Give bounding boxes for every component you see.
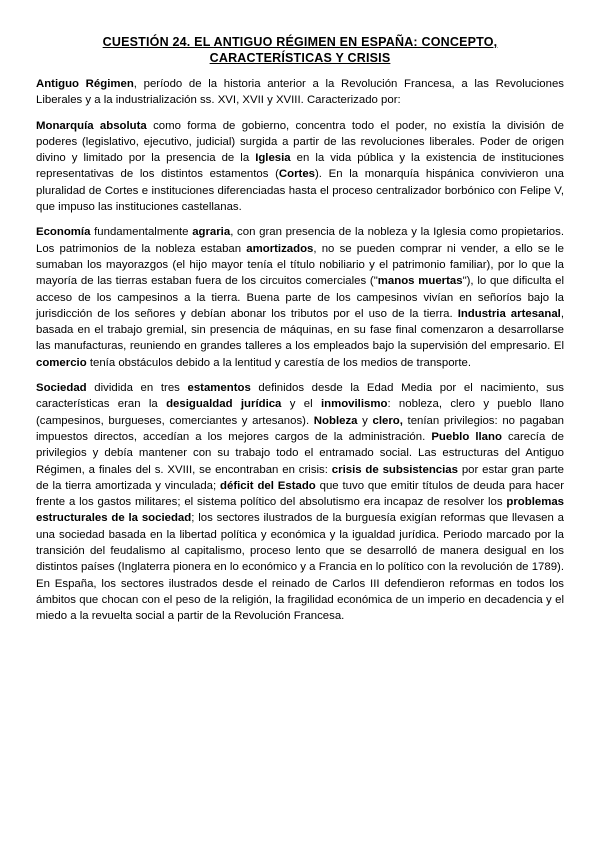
term-pueblo-llano: Pueblo llano [431, 430, 502, 443]
term-estamentos: estamentos [187, 382, 251, 395]
text: ). En la monarquía hispánica convivieron una pluralidad de Cortes e instituciones diferenciadas hasta el proceso centralizador borbónico con Felipe V, que impuso las instituciones castellanas. [36, 168, 564, 214]
text: definidos desde la Edad Media por el nacimiento, sus características eran la [36, 382, 564, 411]
term-crisis-subsistencias: crisis de subsistencias [331, 463, 458, 476]
page-title [36, 34, 564, 66]
term-industria-artesanal: Industria artesanal [457, 307, 561, 320]
text: tenían privilegios: no pagaban impuestos directos, accedían a los mejores cargos de la administración. [36, 414, 564, 443]
term-amortizados: amortizados [246, 242, 314, 255]
paragraph-monarquia [36, 118, 564, 216]
term-cortes: Cortes [278, 168, 316, 181]
text: tenía obstáculos debido a la lentitud y carestía de los medios de transporte. [86, 356, 472, 369]
text: fundamentalmente [90, 226, 193, 239]
text: en la vida pública y la existencia de instituciones representativas de los distintos estamentos ( [36, 152, 564, 181]
term-economia: Economía [36, 226, 91, 239]
paragraph-antiguo-regimen [36, 76, 564, 109]
term-deficit-estado: déficit del Estado [220, 479, 316, 492]
text: ; los sectores ilustrados de la burguesía exigían reformas que llevasen a una sociedad basada en la libertad política y económica y la igualdad jurídica. Periodo marcado por la transición del feudalismo al capitalismo, proceso lento que se desarrolló de manera desigual en los distintos países (Inglaterra pionera en lo económico y a Francia en lo político con la revolución de 1789). En España, los sectores ilustrados desde el reinado de Carlos III defendieron reformas en todos los ámbitos que chocan con el peso de la religión, la fragilidad económica de un imperio en decadencia y el miedo a la revuelta social a partir de la Revolución Francesa. [36, 512, 564, 623]
text: "), lo que dificulta el acceso de los campesinos a la tierra. Buena parte de los campesinos vivían en señoríos bajo la jurisdicción de los señores y debían abonar los tributos por el uso de la tierra. [36, 275, 564, 320]
text: , no se pueden comprar ni vender, a ello se le sumaban los mayorazgos (el hijo mayor tenía el título nobiliario y el patrimonio familiar), por lo que la mayoría de las tierras estaban fuera de los circuitos comerciales (" [36, 242, 564, 288]
text: y el [281, 398, 321, 411]
title-line-1: CUESTIÓN 24. EL ANTIGUO RÉGIMEN EN ESPAÑA: CONCEPTO, [102, 35, 498, 49]
text: , período de la historia anterior a la Revolución Francesa, a las Revoluciones Liberales y a la industrialización ss. XVI, XVII y XVIII. Caracterizado por: [36, 78, 564, 107]
term-iglesia: Iglesia [255, 152, 291, 165]
term-antiguo-regimen: Antiguo Régimen [36, 78, 134, 90]
term-agraria: agraria [192, 226, 231, 239]
title-line-2: CARACTERÍSTICAS Y CRISIS [209, 51, 391, 65]
text: y [357, 414, 373, 427]
term-sociedad: Sociedad [36, 382, 87, 395]
text: que tuvo que emitir títulos de deuda para hacer frente a los gastos militares; el sistema político del absolutismo era incapaz de resolver los [36, 479, 565, 509]
text: , basada en el trabajo gremial, sin presencia de máquinas, en su fase final comenzaron a desarrollarse las manufacturas, reuniendo en grandes talleres a los empleados bajo la supervisión del empresario. El [36, 307, 565, 353]
term-manos-muertas: manos muertas [377, 275, 463, 288]
text: por estar gran parte de la tierra amortizada y vinculada; [36, 463, 564, 492]
term-problemas-estructurales: problemas estructurales de la sociedad [36, 496, 564, 525]
term-clero: clero, [372, 414, 403, 427]
term-monarquia-absoluta: Monarquía absoluta [36, 119, 147, 132]
term-comercio: comercio [36, 356, 87, 369]
term-inmovilismo: inmovilismo [320, 398, 388, 411]
text: : nobleza, clero y pueblo llano (campesinos, burgueses, comerciantes y artesanos). [36, 398, 564, 427]
paragraph-economia [36, 224, 564, 371]
text: carecía de privilegios y debía mantener con su trabajo todo el entramado social. Las estructuras del Antiguo Régimen, a finales del s. XVIII, se encontraban en crisis: [36, 430, 565, 476]
text: , con gran presencia de la nobleza y la Iglesia como propietarios. Los patrimonios de la nobleza estaban [36, 226, 564, 255]
term-nobleza: Nobleza [313, 414, 358, 427]
text: dividida en tres [86, 382, 188, 395]
term-desigualdad-juridica: desigualdad jurídica [166, 398, 282, 411]
paragraph-sociedad [36, 380, 564, 624]
text: como forma de gobierno, concentra todo el poder, no existía la división de poderes (legislativo, ejecutivo, judicial) surgida a partir de las revoluciones liberales. Poder de origen divino y limitado por la presencia de la [36, 119, 565, 165]
